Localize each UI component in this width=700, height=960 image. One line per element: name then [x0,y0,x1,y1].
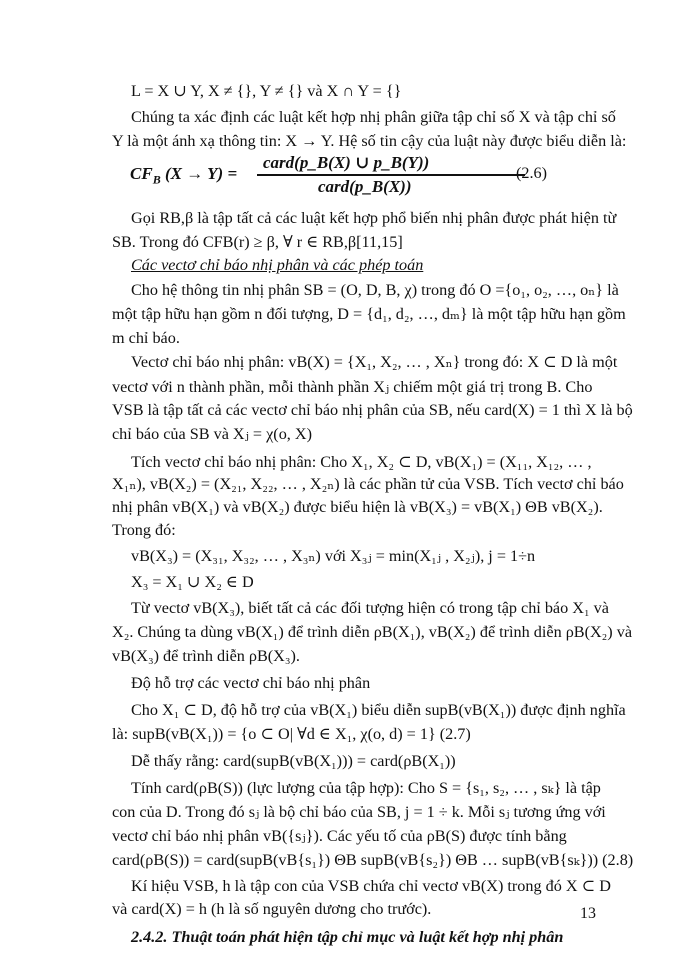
line-intro-2: Y là một ánh xạ thông tin: X → Y. Hệ số tin cậy của luật này được biểu diễn là: [112,132,627,150]
line-product-3: nhị phân vB(X₁) và vB(X₂) được biểu hiện là vB(X₃) = vB(X₁) ΘB vB(X₂). [112,498,603,516]
line-product-1: Tích vectơ chỉ báo nhị phân: Cho X₁, X₂ ⊂ D, vB(X₁) = (X₁₁, X₁₂, … , [131,453,592,471]
line-system-2: một tập hữu hạn gồm n đối tượng, D = {d₁, d₂, …, dₘ} là một tập hữu hạn gồm [112,305,626,323]
line-product-2: X₁ₙ), vB(X₂) = (X₂₁, X₂₂, … , X₂ₙ) là các phần tử của VSB. Tích vectơ chỉ báo [112,475,624,493]
line-product-4: Trong đó: [112,521,176,539]
line-card-2: con của D. Trong đó sⱼ là bộ chỉ báo của SB, j = 1 ÷ k. Mỗi sⱼ tương ứng với [112,803,606,821]
line-formula-vb-x3: vB(X₃) = (X₃₁, X₃₂, … , X₃ₙ) với X₃ⱼ = min(X₁ⱼ , X₂ⱼ), j = 1÷n [131,547,536,565]
section-heading-2-4-2: 2.4.2. Thuật toán phát hiện tập chỉ mục và luật kết hợp nhị phân [131,928,564,946]
formula-numerator: card(p_B(X) ∪ p_B(Y)) [263,153,430,172]
formula-lhs: $CF_B$ (X → Y) = [130,164,238,187]
formula-2-6 [130,153,570,203]
line-system-1: Cho hệ thông tin nhị phân SB = (O, D, B, χ) trong đó O ={o₁, o₂, …, oₙ} là [131,281,619,299]
line-easy-see: Dễ thấy rằng: card(supB(vB(X₁))) = card(ρB(X₁)) [131,752,456,770]
line-formula-x3: X₃ = X₁ ∪ X₂ ∈ D [131,573,254,591]
line-set-definition: L = X ∪ Y, X ≠ {}, Y ≠ {} và X ∩ Y = {} [131,82,402,100]
page-number: 13 [580,905,596,922]
line-from-vector-1: Từ vectơ vB(X₃), biết tất cả các đối tượng hiện có trong tập chỉ báo X₁ và [131,599,609,617]
section-heading-vectors: Các vectơ chỉ báo nhị phân và các phép toán [131,256,424,274]
line-from-vector-2: X₂. Chúng ta dùng vB(X₁) để trình diễn ρB(X₁), vB(X₂) để trình diễn ρB(X₂) và [112,623,633,641]
line-card-3: vectơ chỉ báo nhị phân vB({sⱼ}). Các yếu tố của ρB(S) được tính bằng [112,827,567,845]
fraction-bar [257,174,525,176]
line-rb-2: SB. Trong đó CFB(r) ≥ β, ∀ r ∈ RB,β[11,15] [112,233,403,251]
line-vector-4: chỉ báo của SB và Xⱼ = χ(o, X) [112,425,312,443]
line-vector-2: vectơ với n thành phần, mỗi thành phần Xⱼ chiếm một giá trị trong B. Cho [112,378,593,396]
equation-number: (2.6) [516,164,548,182]
line-support-1: Cho X₁ ⊂ D, độ hỗ trợ của vB(X₁) biểu diễn supB(vB(X₁)) được định nghĩa [131,701,626,719]
line-support-2: là: supB(vB(X₁)) = {o ⊂ O| ∀d ∈ X₁, χ(o, d) = 1} (2.7) [112,725,471,743]
line-system-3: m chỉ báo. [112,329,180,347]
line-notation-2: và card(X) = h (h là số nguyên dương cho trước). [112,900,432,918]
line-intro-1: Chúng ta xác định các luật kết hợp nhị phân giữa tập chỉ số X và tập chỉ số [131,108,616,126]
formula-denominator: card(p_B(X)) [318,177,412,196]
section-heading-support: Độ hỗ trợ các vectơ chỉ báo nhị phân [131,674,371,692]
line-vector-3: VSB là tập tất cả các vectơ chỉ báo nhị phân của SB, nếu card(X) = 1 thì X là bộ [112,401,633,419]
line-card-1: Tính card(ρB(S)) (lực lượng của tập hợp): Cho S = {s₁, s₂, … , sₖ} là tập [131,779,601,797]
line-vector-1: Vectơ chỉ báo nhị phân: vB(X) = {X₁, X₂, … , Xₙ} trong đó: X ⊂ D là một [131,353,618,371]
line-notation-1: Kí hiệu VSB, h là tập con của VSB chứa chỉ vectơ vB(X) trong đó X ⊂ D [131,877,611,895]
line-card-4: card(ρB(S)) = card(supB(vB{s₁}) ΘB supB(vB{s₂}) ΘB … supB(vB{sₖ})) (2.8) [112,851,634,869]
line-rb-1: Gọi RB,β là tập tất cả các luật kết hợp phổ biến nhị phân được phát hiện từ [131,209,617,227]
line-from-vector-3: vB(X₃) để trình diễn ρB(X₃). [112,647,300,665]
